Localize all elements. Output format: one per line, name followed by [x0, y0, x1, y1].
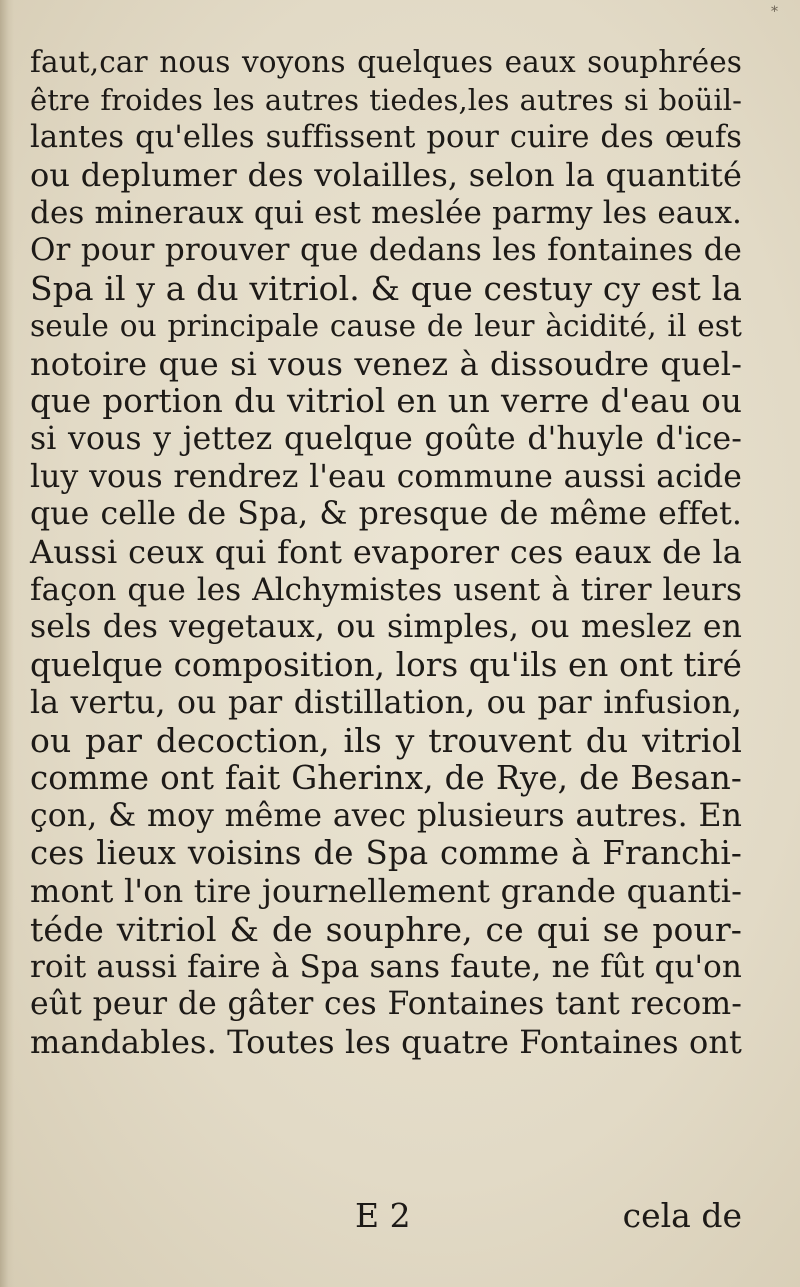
text-line: notoire que si vous venez à dissoudre quel- — [30, 344, 742, 383]
text-line: luy vous rendrez l'eau commune aussi acide — [30, 458, 742, 495]
text-line: ces lieux voisins de Spa comme à Franchi- — [30, 834, 742, 873]
text-line: quelque composition, lors qu'ils en ont tiré — [30, 646, 742, 684]
catchword: cela de — [622, 1196, 742, 1235]
text-line: la vertu, ou par distillation, ou par infusion, — [30, 684, 742, 721]
text-line: lantes qu'elles suffissent pour cuire des œufs — [30, 120, 742, 156]
text-line: eût peur de gâter ces Fontaines tant recom- — [30, 986, 742, 1023]
text-line: ou deplumer des volailles, selon la quantité — [30, 156, 742, 195]
page-footer — [30, 1196, 742, 1240]
text-line: que portion du vitriol en un verre d'eau ou — [30, 382, 742, 421]
text-line: ou par decoction, ils y trouvent du vitriol — [30, 721, 742, 761]
text-line: roit aussi faire à Spa sans faute, ne fût qu'on — [30, 948, 742, 985]
text-line: téde vitriol & de souphre, ce qui se pour- — [30, 909, 742, 949]
text-line: mandables. Toutes les quatre Fontaines ont — [30, 1022, 742, 1061]
corner-mark: * — [771, 4, 778, 20]
text-line: façon que les Alchymistes usent à tirer leurs — [30, 571, 742, 608]
text-line: faut,car nous voyons quelques eaux souphrées — [30, 45, 742, 79]
text-line: être froides les autres tiedes,les autres si boüil- — [30, 82, 742, 117]
text-line: comme ont fait Gherinx, de Rye, de Besan- — [30, 759, 742, 798]
text-line: Aussi ceux qui font evaporer ces eaux de la — [30, 532, 742, 571]
text-line: Or pour prouver que dedans les fontaines de — [30, 232, 742, 269]
text-line: çon, & moy même avec plusieurs autres. En — [30, 797, 742, 834]
text-line: sels des vegetaux, ou simples, ou meslez en — [30, 609, 742, 646]
text-line: que celle de Spa, & presque de même effet. — [30, 496, 742, 533]
text-line: des mineraux qui est meslée parmy les eaux. — [30, 194, 742, 231]
body-text — [30, 44, 742, 1062]
text-line: si vous y jettez quelque goûte d'huyle d'ice- — [30, 420, 742, 457]
signature-mark: E 2 — [355, 1196, 411, 1235]
text-line: mont l'on tire journellement grande quanti- — [30, 872, 742, 911]
text-line: Spa il y a du vitriol. & que cestuy cy est la — [30, 269, 742, 309]
page-binding-edge — [0, 0, 14, 1287]
text-line: seule ou principale cause de leur àcidité, il est — [30, 308, 742, 343]
